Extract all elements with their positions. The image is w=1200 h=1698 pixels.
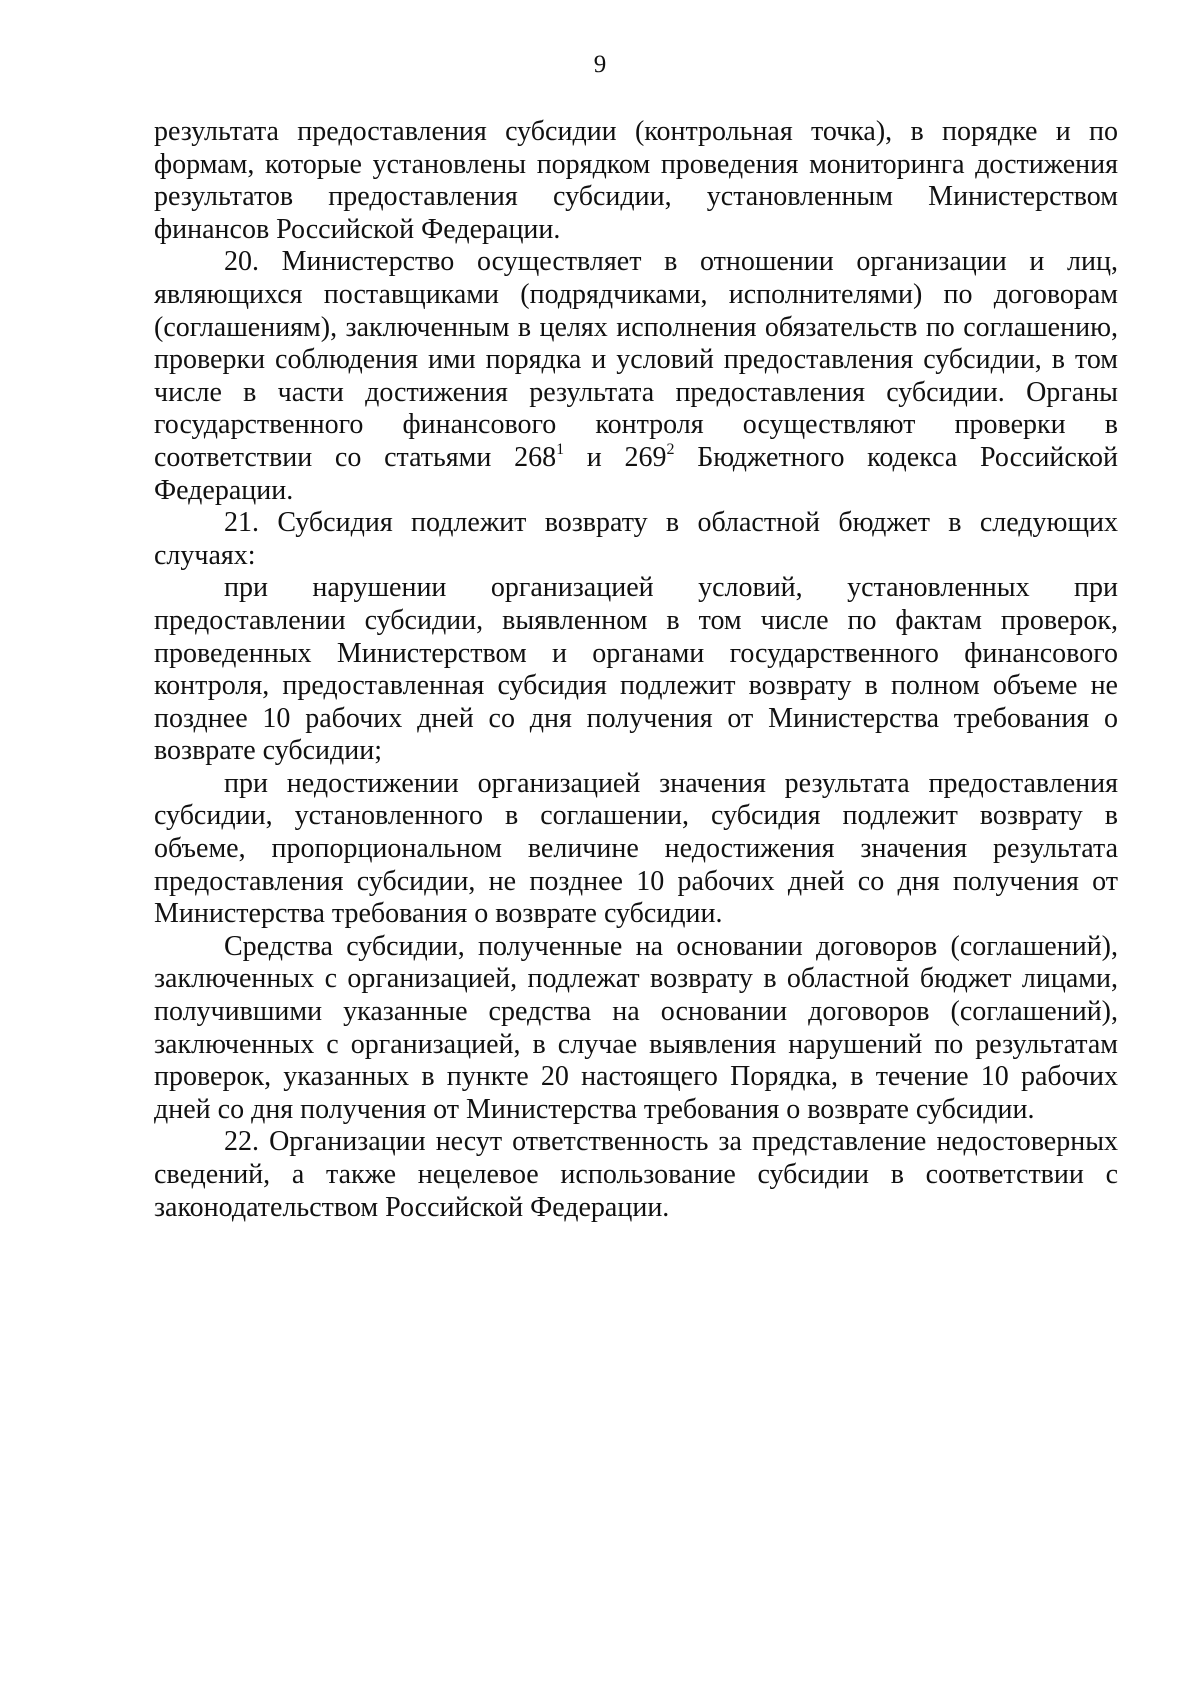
text-line: возврате субсидии; [154, 735, 383, 767]
text-line: проведенных Министерством и органами государственного финансового [154, 637, 1118, 669]
text-line: субсидии, установленного в соглашении, субсидия подлежит возврату в [154, 800, 1118, 832]
text-line: сведений, а также нецелевое использование субсидии в соответствии с [154, 1159, 1118, 1190]
text-line: финансов Российской Федерации. [154, 213, 561, 245]
text-line: результата предоставления субсидии (контрольная точка), в порядке и по [154, 116, 1118, 147]
text-line: 20. Министерство осуществляет в отношении организации и лиц, [224, 246, 1118, 278]
text-line: заключенных с организацией, подлежат возврату в областной бюджет лицами, [154, 963, 1118, 995]
text-line: проверки соблюдения ими порядка и условий предоставления субсидии, в том [154, 344, 1118, 376]
text-line: законодательством Российской Федерации. [154, 1191, 670, 1223]
paragraph-21-funds [154, 931, 1118, 1127]
text-line: формам, которые установлены порядком проведения мониторинга достижения [154, 148, 1118, 180]
text-line: (соглашениям), заключенным в целях исполнения обязательств по соглашению, [154, 311, 1118, 343]
text-line-with-footnotes [154, 442, 1118, 475]
paragraph-21-case-2 [154, 768, 1118, 931]
document-body [154, 116, 1118, 1224]
paragraph-21-case-1 [154, 572, 1118, 768]
superscript: 1 [556, 440, 565, 458]
text-line: объеме, пропорциональном величине недостижения значения результата [154, 833, 1118, 865]
paragraph-20 [154, 246, 1118, 507]
text-line: 22. Организации несут ответственность за представление недостоверных [224, 1126, 1118, 1158]
text-fragment: соответствии со статьями 268 [154, 441, 557, 473]
page-number: 9 [593, 51, 607, 78]
paragraph-continuation [154, 116, 1118, 246]
text-line: результатов предоставления субсидии, установленным Министерством [154, 181, 1118, 213]
text-line: предоставления субсидии, не позднее 10 рабочих дней со дня получения от [154, 865, 1118, 897]
text-line: государственного финансового контроля осуществляют проверки в [154, 409, 1118, 441]
text-line: являющихся поставщиками (подрядчиками, исполнителями) по договорам [154, 278, 1118, 310]
text-line: при нарушении организацией условий, установленных при [224, 572, 1118, 604]
text-line: случаях: [154, 539, 256, 571]
text-line: Министерства требования о возврате субсидии. [154, 898, 723, 930]
text-line: позднее 10 рабочих дней со дня получения от Министерства требования о [154, 702, 1118, 734]
text-fragment: Бюджетного кодекса Российской [674, 441, 1119, 473]
text-line: контроля, предоставленная субсидия подлежит возврату в полном объеме не [154, 670, 1118, 702]
text-line: числе в части достижения результата предоставления субсидии. Органы [154, 376, 1118, 408]
text-line: получившими указанные средства на основании договоров (соглашений), [154, 996, 1118, 1028]
text-line: 21. Субсидия подлежит возврату в областной бюджет в следующих [224, 507, 1118, 539]
text-line: дней со дня получения от Министерства требования о возврате субсидии. [154, 1093, 1035, 1125]
paragraph-21 [154, 507, 1118, 572]
paragraph-22 [154, 1126, 1118, 1224]
text-line: Средства субсидии, полученные на основании договоров (соглашений), [224, 930, 1118, 962]
superscript: 2 [666, 440, 675, 458]
text-line: проверок, указанных в пункте 20 настоящего Порядка, в течение 10 рабочих [154, 1061, 1118, 1093]
text-fragment: и 269 [564, 441, 667, 473]
text-line: при недостижении организацией значения результата предоставления [224, 767, 1118, 799]
text-line: Федерации. [154, 474, 294, 506]
text-line: предоставлении субсидии, выявленном в том числе по фактам проверок, [154, 604, 1118, 636]
text-line: заключенных с организацией, в случае выявления нарушений по результатам [154, 1028, 1118, 1060]
